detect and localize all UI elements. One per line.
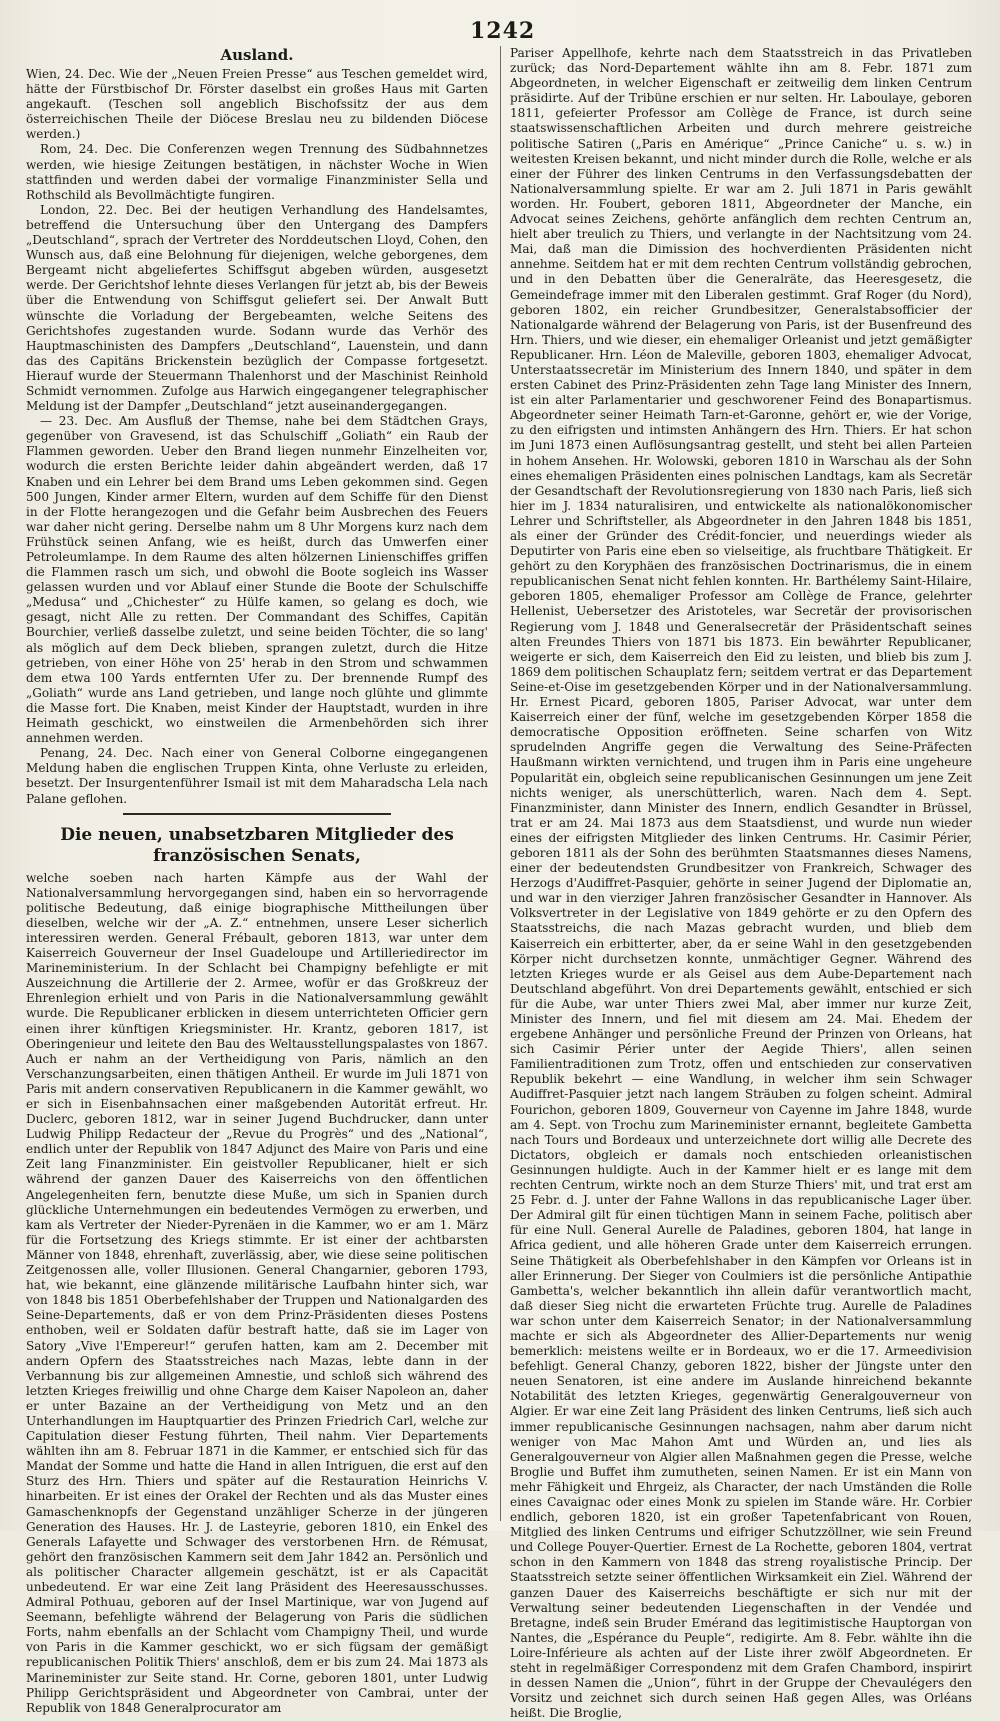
section-divider	[123, 813, 391, 815]
news-item-rom: Rom, 24. Dec. Die Conferenzen wegen Trennung des Südbahnnetzes werden, wie hiesige Zeitungen bestätigen, in nächster Woche in Wien stattfinden und werden dabei der vormalige Finanzminister Sella und Rothschild als Bevollmächtigte fungiren.	[26, 142, 488, 202]
article-body: welche soeben nach harten Kämpfe aus der Wahl der Nationalversammlung hervorgegangen sind, haben ein so hervorragende politische Bedeutung, daß einige biographische Mittheilungen über dieselben, welche wir der „A. Z.“ entnehmen, unsere Leser sicherlich interessiren werden. General Frébault, geboren 1813, war unter dem Kaiserreich Gouverneur der Insel Guadeloupe und Artilleriedirector im Marineministerium. In der Schlacht bei Champigny befehligte er mit Auszeichnung die Artillerie der 2. Armee, wofür er das Großkreuz der Ehrenlegion erhielt und von Paris in die Nationalversammlung gewählt wurde. Die Republicaner erblicken in diesem unterrichteten Officier gern einen ihrer künftigen Kriegsminister. Hr. Krantz, geboren 1817, ist Oberingenieur und leitete den Bau des Weltausstellungspalastes von 1867. Auch er nahm an der Vertheidigung von Paris, nämlich an den Verschanzungsarbeiten, einen thätigen Antheil. Er wurde im Juli 1871 von Paris mit andern conservativen Republicanern in die Kammer gewählt, wo er sich in Eisenbahnsachen einer maßgebenden Autorität erfreut. Hr. Duclerc, geboren 1812, war in seiner Jugend Buchdrucker, dann unter Ludwig Philipp Redacteur der „Revue du Progrès“ und des „National“, endlich unter der Republik von 1847 Adjunct des Maire von Paris und eine Zeit lang Finanzminister. Ein geistvoller Republicaner, hielt er sich während der ganzen Dauer des Kaiserreichs von den öffentlichen Angelegenheiten fern, benutzte diese Muße, um sich in Spanien durch glückliche Unternehmungen ein bedeutendes Vermögen zu erwerben, und kam als Vertreter der Nieder-Pyrenäen in die Kammer, wo er am 1. März für die Fortsetzung des Kriegs stimmte. Er ist einer der achtbarsten Männer von 1848, ehrenhaft, zuverlässig, aber, wie diese seine politischen Zeitgenossen alle, voller Illusionen. General Changarnier, geboren 1793, hat, wie bekannt, eine glänzende militärische Laufbahn hinter sich, war von 1848 bis 1851 Oberbefehlshaber der Truppen und Nationalgarden des Seine-Departements, daß er von dem Prinz-Präsidenten dieses Postens enthoben, weil er Soldaten dafür bestraft hatte, daß sie im Lager von Satory „Vive l'Empereur!“ gerufen hatten, kam am 2. December mit andern Opfern des Staatsstreiches nach Mazas, lebte dann in der Verbannung bis zur allgemeinen Amnestie, und schloß sich während des letzten Krieges freiwillig und ohne Charge dem Kaiser Napoleon an, daher er unter Bazaine an der Vertheidigung von Metz und an den Unterhandlungen im Hauptquartier des Prinzen Friedrich Carl, welche zur Capitulation dieser Festung führten, Theil nahm. Vier Departements wählten ihn am 8. Februar 1871 in die Kammer, er entschied sich für das Mandat der Somme und hatte die Hand in allen Intriguen, die erst auf den Sturz des Hrn. Thiers und später auf die Restauration Heinrichs V. hinarbeiten. Er ist eines der Orakel der Rechten und als das Muster eines Gamaschenknopfs der Gegenstand unzähliger Scherze in der jüngeren Generation des Hauses. Hr. J. de Lasteyrie, geboren 1810, ein Enkel des Generals Lafayette und Schwager des verstorbenen Hrn. de Rémusat, gehört den französischen Kammern seit dem Jahr 1842 an. Persönlich und als politischer Character allgemein geschätzt, ist er als Capacität unbedeutend. Er war eine Zeit lang Präsident des Heeresausschusses. Admiral Pothuau, geboren auf der Insel Martinique, war von Jugend auf Seemann, befehligte während der Belagerung von Paris die südlichen Forts, nahm ebenfalls an der Schlacht vom Champigny Theil, und wurde von Paris in die Kammer geschickt, wo er sich fügsam der gemäßigt republicanischen Politik Thiers' anschloß, dem er bis zum 24. Mai 1873 als Marineminister zur Seite stand. Hr. Corne, geboren 1801, unter Ludwig Philipp Gerichtspräsident und Abgeordneter von Cambrai, unter der Republik von 1848 Generalprocurator am	[26, 870, 488, 1715]
page-number: 1242	[470, 18, 536, 44]
left-column	[26, 46, 490, 1715]
news-item-wien: Wien, 24. Dec. Wie der „Neuen Freien Presse“ aus Teschen gemeldet wird, hätte der Fürstbischof Dr. Förster daselbst ein großes Haus mit Garten angekauft. (Teschen soll angeblich Bischofssitz der aus dem österreichischen Theile der Diöcese Breslau neu zu bildenden Diöcese werden.)	[26, 67, 488, 142]
columns-container	[26, 46, 972, 1721]
article-body-continued: Pariser Appellhofe, kehrte nach dem Staatsstreich in das Privatleben zurück; das Nord-Departement wählte ihn am 8. Febr. 1871 zum Abgeordneten, in welcher Eigenschaft er zeitweilig dem linken Centrum präsidirte. Auf der Tribüne erschien er nur selten. Hr. Laboulaye, geboren 1811, gefeierter Professor am Collège de France, ist durch seine staatswissenschaftlichen Arbeiten und durch mehrere geistreiche politische Satiren („Paris en Amérique“ „Prince Caniche“ u. s. w.) in weitesten Kreisen bekannt, und nicht minder durch die Rolle, welche er als einer der Führer des linken Centrums in den Verfassungsdebatten der Nationalversammlung spielte. Er war am 2. Juli 1871 in Paris gewählt worden. Hr. Foubert, geboren 1811, Abgeordneter der Manche, ein Advocat seines Zeichens, gehörte anfänglich dem rechten Centrum an, hielt aber treulich zu Thiers, und verlangte in der Nachtsitzung vom 24. Mai, daß man die Dimission des hochverdienten Präsidenten nicht annehme. Seitdem hat er mit dem rechten Centrum vollständig gebrochen, und in den Debatten über die Generalräte, das Heeresgesetz, die Gemeindefrage immer mit den Liberalen gestimmt. Graf Roger (du Nord), geboren 1802, ein reicher Grundbesitzer, Generalstabsofficier der Nationalgarde während der Belagerung von Paris, ist der Busenfreund des Hrn. Thiers, und wie dieser, ein ehemaliger Orleanist und jetzt gemäßigter Republicaner. Hrn. Léon de Maleville, geboren 1803, ehemaliger Advocat, Unterstaatssecretär im Ministerium des Innern 1840, und später in dem ersten Cabinet des Prinz-Präsidenten zehn Tage lang Minister des Innern, ist ein alter Parlamentarier und geschworener Feind des Bonapartismus. Abgeordneter seiner Heimath Tarn-et-Garonne, gehört er, wie der Vorige, zu den eifrigsten und intimsten Anhängern des Hrn. Thiers. Er hat schon im Juni 1873 einen Auflösungsantrag gestellt, und steht bei allen Parteien in hohem Ansehen. Hr. Wolowski, geboren 1810 in Warschau als der Sohn eines ehemaligen Präsidenten eines polnischen Landtags, kam als Secretär der Gesandtschaft der Revolutionsregierung von 1830 nach Paris, ließ sich hier im J. 1834 naturalisiren, und entwickelte als nationalökonomischer Lehrer und Schriftsteller, als Abgeordneter in den Jahren 1848 bis 1851, als einer der Gründer des Crédit-foncier, und neuerdings wieder als Deputirter von Paris eine eben so vielseitige, als fruchtbare Thätigkeit. Er gehört zu den Koryphäen des französischen Doctrinarismus, die in einem republicanischen Senat nicht fehlen konnten. Hr. Barthélemy Saint-Hilaire, geboren 1805, ehemaliger Professor am Collège de France, gelehrter Hellenist, Uebersetzer des Aristoteles, war Secretär der provisorischen Regierung vom J. 1848 und Generalsecretär der Präsidentschaft seines alten Freundes Thiers von 1871 bis 1873. Ein bewährter Republicaner, weigerte er sich, dem Kaiserreich den Eid zu leisten, und blieb bis zum J. 1869 dem politischen Schauplatz fern; seitdem vertrat er das Departement Seine-et-Oise im gesetzgebenden Körper und in der Nationalversammlung. Hr. Ernest Picard, geboren 1805, Pariser Advocat, war unter dem Kaiserreich einer der fünf, welche im gesetzgebenden Körper 1858 die democratische Opposition eröffneten. Seine scharfen von Witz sprudelnden Angriffe gegen die Verwaltung des Seine-Präfecten Haußmann wirkten vernichtend, und trugen ihm in Paris eine ungeheure Popularität ein, obgleich seine republicanischen Gesinnungen um jene Zeit nichts weniger, als unerschütterlich, waren. Nach dem 4. Sept. Finanzminister, dann Minister des Innern, endlich Gesandter in Brüssel, trat er am 24. Mai 1873 aus dem Staatsdienst, und wurde nun wieder eines der eifrigsten Mitglieder des linken Centrums. Hr. Casimir Périer, geboren 1811 als der Sohn des berühmten Staatsmannes dieses Namens, einer der bedeutendsten Grundbesitzer von Frankreich, Schwager des Herzogs d'Audiffret-Pasquier, gehörte in seiner Jugend der Diplomatie an, und war in den vierziger Jahren französischer Gesandter in Hannover. Als Volksvertreter in der Legislative von 1849 gehörte er zu den Opfern des Staatsstreichs, die nach Mazas gebracht wurden, und blieb dem Kaiserreich ein erbitterter, aber, da er seine Wahl in den gesetzgebenden Körper nicht durchsetzen konnte, unmächtiger Gegner. Während des letzten Krieges wurde er als Geisel aus dem Aube-Departement nach Deutschland abgeführt. Von drei Departements gewählt, entschied er sich für die Aube, war unter Thiers zwei Mal, aber immer nur kurze Zeit, Minister des Innern, und fiel mit diesem am 24. Mai. Ehedem der ergebene Anhänger und persönliche Freund der Prinzen von Orleans, hat sich Casimir Périer unter der Aegide Thiers', allen seinen Familientraditionen zum Trotz, offen und entschieden zur conservativen Republik bekehrt — eine Wandlung, in welcher ihm sein Schwager Audiffret-Pasquier jetzt nach langem Sträuben zu folgen scheint. Admiral Fourichon, geboren 1809, Gouverneur von Cayenne im Jahre 1848, wurde am 4. Sept. von Trochu zum Marineminister ernannt, begleitete Gambetta nach Tours und Bordeaux und unterzeichnete dort willig alle Decrete des Dictators, obgleich er damals noch entschieden orleanistischen Gesinnungen huldigte. Auch in der Kammer hielt er es lange mit dem rechten Centrum, wirkte noch an dem Sturze Thiers' mit, und trat erst am 25 Febr. d. J. unter der Fahne Wallons in das republicanische Lager über. Der Admiral gilt für einen tüchtigen Mann in seinem Fache, politisch aber für eine Null. General Aurelle de Paladines, geboren 1804, hat lange in Africa gedient, und alle höheren Grade unter dem Kaiserreich errungen. Seine Thätigkeit als Oberbefehlshaber in den Kämpfen vor Orleans ist in aller Erinnerung. Der Sieger von Coulmiers ist die persönliche Antipathie Gambetta's, welcher bekanntlich ihn allein dafür verantwortlich macht, daß dieser Sieg nicht die erwarteten Früchte trug. Aurelle de Paladines war schon unter dem Kaiserreich Senator; in der Nationalversammlung machte er sich als Abgeordneter des Allier-Departements nur wenig bemerklich: meistens weilte er in Bordeaux, wo er die 17. Armeedivision befehligt. General Chanzy, geboren 1822, bisher der Jüngste unter den neuen Senatoren, ist eine andere im Auslande hinreichend bekannte Notabilität des letzten Krieges, gegenwärtig Generalgouverneur von Algier. Er war eine Zeit lang Präsident des linken Centrums, ließ sich auch immer republicanische Gesinnungen nachsagen, nahm aber darum nicht weniger von Mac Mahon Amt und Würden an, und lies als Generalgouverneur von Algier allen Maßnahmen gegen die Presse, welche Broglie und Buffet ihm zumutheten, seinen Namen. Er ist ein Mann von mehr Fähigkeit und Ehrgeiz, als Character, der nach Umständen die Rolle eines Cavaignac oder eines Monk zu spielen im Stande wäre. Hr. Corbier endlich, geboren 1820, ist ein großer Tapetenfabricant von Rouen, Mitglied des linken Centrums und eifriger Schutzzöllner, wie sein Freund und College Pouyer-Quertier. Ernest de La Rochette, geboren 1804, vertrat schon in den Kammern von 1848 das streng royalistische Princip. Der Staatsstreich setzte seiner öffentlichen Wirksamkeit ein Ziel. Während der ganzen Dauer des Kaiserreichs beschäftigte er sich nur mit der Verwaltung seiner bedeutenden Liegenschaften in der Vendée und Bretagne, indeß sein Bruder Emérand das legitimistische Hauptorgan von Nantes, die „Espérance du Peuple“, redigirte. Am 8. Febr. wählte ihn die Loire-Inférieure als achten auf der Liste ihrer zwölf Abgeordneten. Er steht in regelmäßiger Correspondenz mit dem Grafen Chambord, inspirirt in dessen Namen die „Union“, führt in der Gruppe der Chevaulégers den Vorsitz und zeichnet sich durch seinen Haß gegen Alles, was Orléans heißt. Die Broglie,	[510, 46, 972, 1721]
article-title: Die neuen, unabsetzbaren Mitglieder des französischen Senats,	[60, 824, 454, 866]
news-item-penang: Penang, 24. Dec. Nach einer von General Colborne eingegangenen Meldung haben die englischen Truppen Kinta, ohne Verluste zu erleiden, besetzt. Der Insurgentenführer Ismail ist mit dem Maharadscha Lela nach Palane geflohen.	[26, 746, 488, 806]
news-item-london: London, 22. Dec. Bei der heutigen Verhandlung des Handelsamtes, betreffend die Untersuchung über den Untergang des Dampfers „Deutschland“, sprach der Vertreter des Norddeutschen Lloyd, Cohen, den Wunsch aus, daß eine Belohnung für diejenigen, welche geborgenes, dem Bergeamt nicht abgeliefertes Schiffsgut abgeben würden, ausgesetzt werde. Der Gerichtshof lehnte dieses Verlangen für jetzt ab, bis der Beweis über die Entwendung von Schiffsgut geliefert sei. Der Anwalt Butt wünschte die Vorladung der Bergebeamten, welche Seitens des Gerichtshofes zugestanden wurde. Sodann wurde das Verhör des Hauptmaschinisten des Dampfers „Deutschland“, Lauenstein, und dann das des Capitäns Brickenstein bezüglich der Compasse fortgesetzt. Hierauf wurde der Steuermann Thalenhorst und der Maschinist Reinhold Schmidt vernommen. Zufolge aus Harwich eingegangener telegraphischer Meldung ist der Dampfer „Deutschland“ jetzt auseinandergegangen.	[26, 202, 488, 414]
news-item-london-goliath: — 23. Dec. Am Ausfluß der Themse, nahe bei dem Städtchen Grays, gegenüber von Gravesend, ist das Schulschiff „Goliath“ ein Raub der Flammen geworden. Ueber den Brand liegen nunmehr Einzelheiten vor, wodurch die ersten Berichte leider dahin abgeändert werden, daß 17 Knaben und ein Lehrer bei dem Brand ums Leben gekommen sind. Gegen 500 Jungen, Kinder armer Eltern, wurden auf dem Schiffe für den Dienst in der Flotte herangezogen und die Gefahr beim Ausbrechen des Feuers war daher nicht gering. Derselbe nahm um 8 Uhr Morgens kurz nach dem Frühstück seinen Anfang, wie es heißt, durch das Umwerfen einer Petroleumlampe. In dem Raume des alten hölzernen Linienschiffes griffen die Flammen rasch um sich, und obwohl die Boote sogleich ins Wasser gelassen wurden und vor Ablauf einer Stunde die Boote der Schulschiffe „Medusa“ und „Chichester“ zu Hülfe kamen, so gelang es doch, wie gesagt, nicht Alle zu retten. Der Commandant des Schiffes, Capitän Bourchier, verließ dasselbe zuletzt, und seine beiden Töchter, die so lang' als möglich auf dem Deck blieben, sprangen zuletzt, durch die Hitze getrieben, von einer Höhe von 25' herab in den Strom und schwammen dem etwa 100 Yards entfernten Ufer zu. Der brennende Rumpf des „Goliath“ wurde ans Land getrieben, und lange noch glühte und glimmte die Masse fort. Die Knaben, meist Kinder der Hauptstadt, wurden in ihre Heimath geschickt, wo einstweilen die Armenbehörden sich ihrer annehmen werden.	[26, 414, 488, 746]
right-column	[500, 46, 972, 1721]
section-title: Ausland.	[220, 46, 294, 64]
